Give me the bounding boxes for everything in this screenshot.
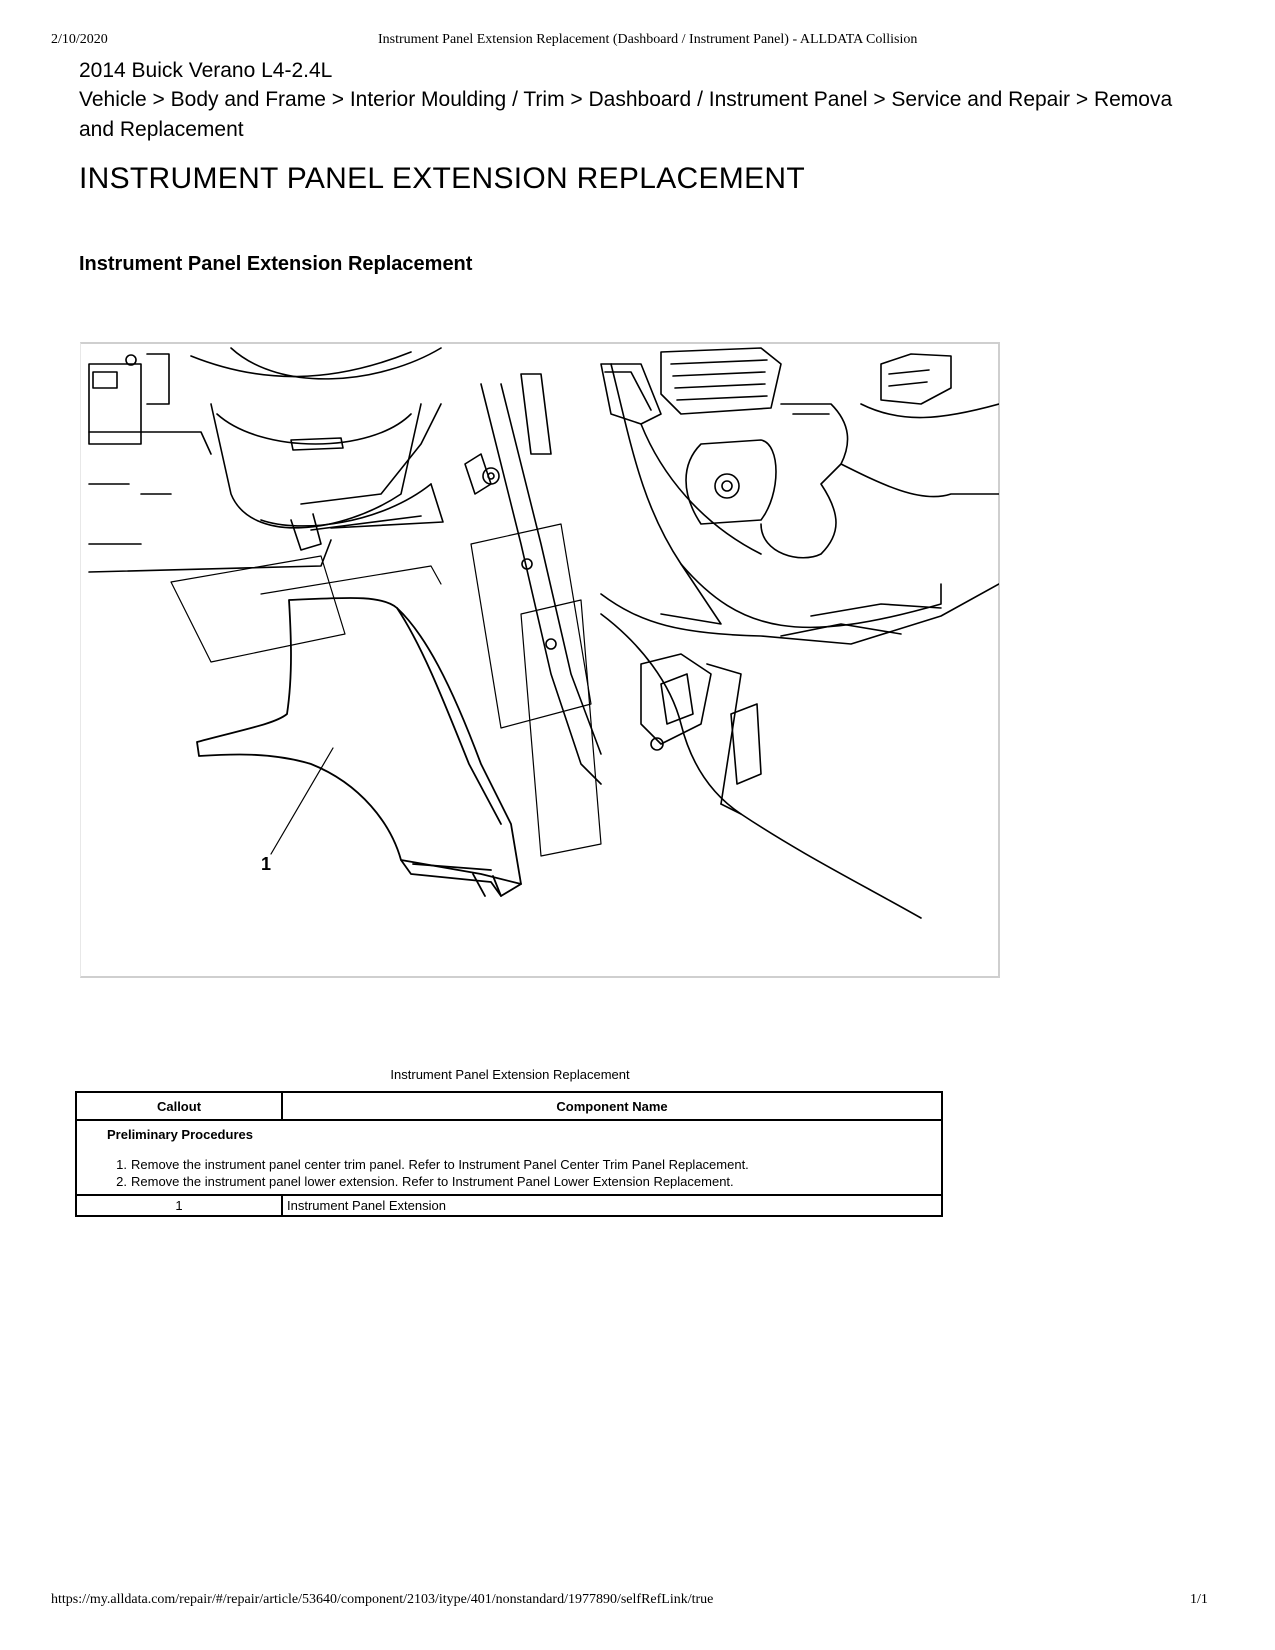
print-page-number: 1/1 [1190,1592,1208,1607]
line-drawing [81,344,999,978]
table-caption: Instrument Panel Extension Replacement [390,1067,630,1082]
breadcrumb-line-2: and Replacement [79,118,244,141]
vehicle-title: 2014 Buick Verano L4-2.4L [79,59,333,82]
column-header-callout: Callout [76,1092,282,1120]
step-number: 2. [116,1174,127,1189]
center-console [601,364,999,644]
component-name-cell: Instrument Panel Extension [282,1195,942,1216]
breadcrumb [79,85,1275,145]
print-page-title: Instrument Panel Extension Replacement (Dashboard / Instrument Panel) - ALLDATA Collision [378,32,918,47]
callout-cell: 1 [76,1195,282,1216]
dash-left-cluster [89,354,331,572]
assembly-outlines [171,524,601,856]
step-text: Remove the instrument panel lower extension. Refer to Instrument Panel Lower Extension Replacement. [131,1174,734,1189]
callout-leader-line [271,748,333,854]
table-header-row [76,1092,942,1120]
callout-label-1: 1 [261,854,272,874]
article-title: INSTRUMENT PANEL EXTENSION REPLACEMENT [79,162,805,195]
air-vent [661,348,781,414]
instrument-panel-extension-part [197,598,521,896]
preliminary-procedures-label: Preliminary Procedures [107,1127,253,1142]
step-number: 1. [116,1157,127,1172]
print-date: 2/10/2020 [51,32,108,47]
callout-table [75,1091,943,1217]
steering-column [191,348,443,550]
preliminary-steps-list [107,1156,933,1190]
center-bracket [465,374,601,784]
section-heading: Instrument Panel Extension Replacement [79,253,473,275]
right-trim [861,354,999,418]
print-footer [0,1592,1275,1612]
table-row [76,1195,942,1216]
preliminary-procedures-cell [76,1120,942,1195]
print-url: https://my.alldata.com/repair/#/repair/article/53640/component/2103/itype/401/nonstandard/1977890/selfRefLink/true [51,1592,714,1607]
instrument-panel-illustration [80,342,1000,978]
preliminary-procedures-row [76,1120,942,1195]
print-header [0,32,1275,52]
breadcrumb-line-1: Vehicle > Body and Frame > Interior Moulding / Trim > Dashboard / Instrument Panel > Service and Repair > Remova [79,88,1173,111]
column-header-component-name: Component Name [282,1092,942,1120]
kick-panel [601,614,921,918]
preliminary-step [109,1156,933,1173]
preliminary-step [109,1173,933,1190]
step-text: Remove the instrument panel center trim panel. Refer to Instrument Panel Center Trim Panel Replacement. [131,1157,749,1172]
